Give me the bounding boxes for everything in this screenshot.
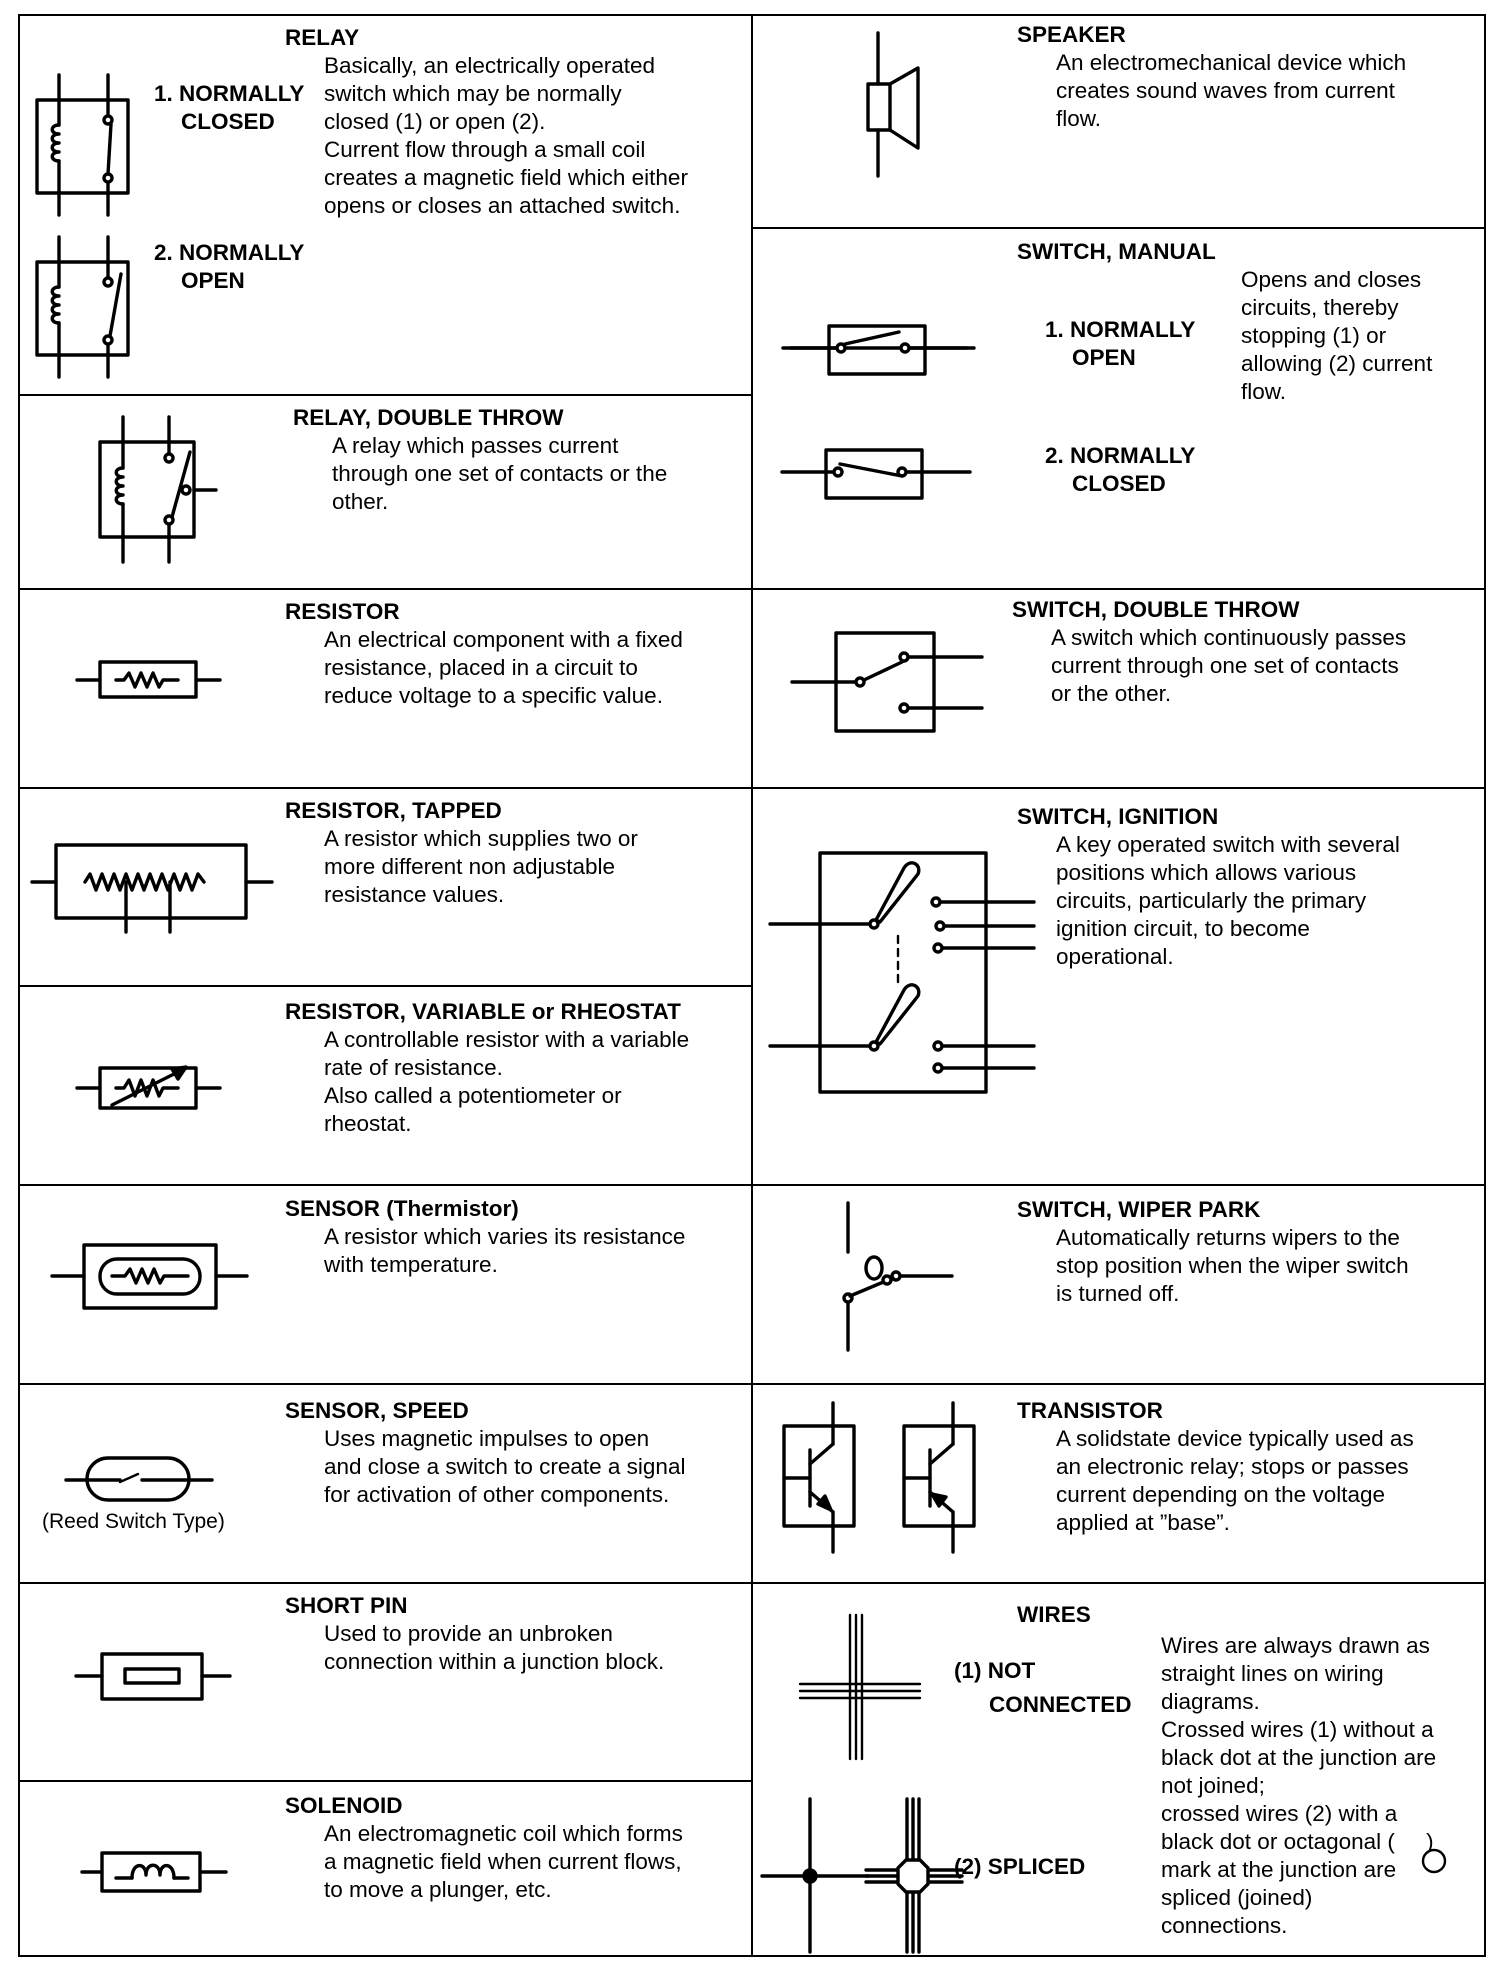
switch-ignition-desc-4: ignition circuit, to become — [1056, 916, 1310, 941]
transistor-title: TRANSISTOR — [1017, 1398, 1163, 1423]
switch-wiper-park-symbol — [830, 1200, 960, 1355]
switch-manual-normally-open-symbol — [781, 320, 976, 380]
relay-double-throw-symbol — [90, 412, 230, 567]
relay-double-throw-title: RELAY, DOUBLE THROW — [293, 405, 564, 430]
switch-manual-desc-2: circuits, thereby — [1241, 295, 1399, 320]
switch-manual-desc-1: Opens and closes — [1241, 267, 1422, 292]
sensor-speed-title: SENSOR, SPEED — [285, 1398, 469, 1423]
switch-manual-no-label-1: 1. NORMALLY — [1045, 317, 1196, 342]
wires-desc-11: connections. — [1161, 1913, 1288, 1938]
relay-normally-closed-symbol — [30, 70, 140, 220]
sensor-speed-desc-1: Uses magnetic impulses to open — [324, 1426, 650, 1451]
switch-ignition-desc-3: circuits, particularly the primary — [1056, 888, 1367, 913]
switch-manual-title: SWITCH, MANUAL — [1017, 239, 1216, 264]
wires-not-connected-label-2: CONNECTED — [989, 1692, 1132, 1717]
resistor-variable-title: RESISTOR, VARIABLE or RHEOSTAT — [285, 999, 681, 1024]
speaker-desc-1: An electromechanical device which — [1056, 50, 1407, 75]
switch-ignition-symbol — [768, 846, 1038, 1096]
wires-desc-10: spliced (joined) — [1161, 1885, 1313, 1910]
switch-manual-no-label-2: OPEN — [1072, 345, 1136, 370]
wires-desc-8: black dot or octagonal ( ) — [1161, 1829, 1434, 1854]
speaker-symbol — [858, 30, 928, 180]
wires-spliced-octagon-symbol — [864, 1796, 964, 1956]
resistor-variable-desc-2: rate of resistance. — [324, 1055, 503, 1080]
resistor-variable-desc-1: A controllable resistor with a variable — [324, 1027, 690, 1052]
short-pin-desc-1: Used to provide an unbroken — [324, 1621, 613, 1646]
switch-wiper-park-title: SWITCH, WIPER PARK — [1017, 1197, 1261, 1222]
wires-desc-7: crossed wires (2) with a — [1161, 1801, 1398, 1826]
relay-double-throw-desc-3: other. — [332, 489, 389, 514]
transistor-npn-symbol — [776, 1400, 866, 1555]
relay-desc-2: switch which may be normally — [324, 81, 622, 106]
relay-no-label-1: 2. NORMALLY — [154, 240, 305, 265]
relay-double-throw-desc-2: through one set of contacts or the — [332, 461, 668, 486]
relay-desc-4: Current flow through a small coil — [324, 137, 646, 162]
sensor-thermistor-desc-2: with temperature. — [324, 1252, 498, 1277]
short-pin-desc-2: connection within a junction block. — [324, 1649, 665, 1674]
solenoid-symbol — [80, 1847, 230, 1897]
switch-double-throw-symbol — [790, 630, 990, 735]
relay-normally-open-symbol — [30, 232, 140, 382]
switch-manual-desc-4: allowing (2) current — [1241, 351, 1433, 376]
resistor-tapped-desc-2: more different non adjustable — [324, 854, 616, 879]
relay-desc-3: closed (1) or open (2). — [324, 109, 546, 134]
wires-desc-1: Wires are always drawn as — [1161, 1633, 1430, 1658]
relay-nc-label-1: 1. NORMALLY — [154, 81, 305, 106]
resistor-tapped-title: RESISTOR, TAPPED — [285, 798, 502, 823]
short-pin-symbol — [74, 1648, 234, 1708]
switch-wiper-park-desc-1: Automatically returns wipers to the — [1056, 1225, 1400, 1250]
switch-manual-nc-label-1: 2. NORMALLY — [1045, 443, 1196, 468]
relay-title: RELAY — [285, 25, 360, 50]
solenoid-desc-1: An electromagnetic coil which forms — [324, 1821, 683, 1846]
sensor-thermistor-title: SENSOR (Thermistor) — [285, 1196, 519, 1221]
sensor-thermistor-desc-1: A resistor which varies its resistance — [324, 1224, 686, 1249]
solenoid-title: SOLENOID — [285, 1793, 403, 1818]
wires-not-connected-symbol — [798, 1612, 928, 1762]
wires-desc-4: Crossed wires (1) without a — [1161, 1717, 1434, 1742]
sensor-speed-symbol — [64, 1450, 214, 1510]
switch-wiper-park-desc-2: stop position when the wiper switch — [1056, 1253, 1409, 1278]
speaker-desc-2: creates sound waves from current — [1056, 78, 1395, 103]
resistor-desc-1: An electrical component with a fixed — [324, 627, 683, 652]
switch-ignition-desc-1: A key operated switch with several — [1056, 832, 1400, 857]
transistor-desc-1: A solidstate device typically used as — [1056, 1426, 1414, 1451]
resistor-tapped-symbol — [30, 836, 275, 936]
solenoid-desc-3: to move a plunger, etc. — [324, 1877, 552, 1902]
relay-desc-5: creates a magnetic field which either — [324, 165, 688, 190]
switch-manual-desc-3: stopping (1) or — [1241, 323, 1387, 348]
sensor-speed-desc-3: for activation of other components. — [324, 1482, 670, 1507]
wires-title: WIRES — [1017, 1602, 1091, 1627]
transistor-pnp-symbol — [896, 1400, 986, 1555]
resistor-symbol — [74, 655, 224, 705]
wires-desc-2: straight lines on wiring — [1161, 1661, 1384, 1686]
switch-ignition-title: SWITCH, IGNITION — [1017, 804, 1219, 829]
resistor-desc-3: reduce voltage to a specific value. — [324, 683, 663, 708]
relay-nc-label-2: CLOSED — [181, 109, 275, 134]
wires-desc-9: mark at the junction are — [1161, 1857, 1397, 1882]
relay-double-throw-desc-1: A relay which passes current — [332, 433, 619, 458]
switch-manual-nc-label-2: CLOSED — [1072, 471, 1166, 496]
speaker-desc-3: flow. — [1056, 106, 1102, 131]
switch-manual-normally-closed-symbol — [780, 444, 975, 504]
resistor-variable-desc-4: rheostat. — [324, 1111, 412, 1136]
short-pin-title: SHORT PIN — [285, 1593, 408, 1618]
resistor-desc-2: resistance, placed in a circuit to — [324, 655, 638, 680]
solenoid-desc-2: a magnetic field when current flows, — [324, 1849, 682, 1874]
switch-ignition-desc-5: operational. — [1056, 944, 1174, 969]
switch-wiper-park-desc-3: is turned off. — [1056, 1281, 1180, 1306]
relay-no-label-2: OPEN — [181, 268, 245, 293]
wires-desc-5: black dot at the junction are — [1161, 1745, 1437, 1770]
wires-spliced-label: (2) SPLICED — [954, 1854, 1086, 1879]
sensor-speed-caption: (Reed Switch Type) — [42, 1510, 225, 1533]
switch-double-throw-desc-2: current through one set of contacts — [1051, 653, 1399, 678]
wires-not-connected-label-1: (1) NOT — [954, 1658, 1036, 1683]
sensor-thermistor-symbol — [50, 1238, 250, 1318]
switch-double-throw-desc-1: A switch which continuously passes — [1051, 625, 1407, 650]
resistor-variable-desc-3: Also called a potentiometer or — [324, 1083, 622, 1108]
switch-double-throw-title: SWITCH, DOUBLE THROW — [1012, 597, 1300, 622]
switch-manual-desc-5: flow. — [1241, 379, 1287, 404]
speaker-title: SPEAKER — [1017, 22, 1126, 47]
switch-double-throw-desc-3: or the other. — [1051, 681, 1172, 706]
wires-desc-3: diagrams. — [1161, 1689, 1260, 1714]
relay-desc-6: opens or closes an attached switch. — [324, 193, 681, 218]
transistor-desc-2: an electronic relay; stops or passes — [1056, 1454, 1409, 1479]
sensor-speed-desc-2: and close a switch to create a signal — [324, 1454, 686, 1479]
transistor-desc-3: current depending on the voltage — [1056, 1482, 1385, 1507]
wires-desc-6: not joined; — [1161, 1773, 1265, 1798]
octagon-mark-icon — [1421, 1848, 1449, 1876]
switch-ignition-desc-2: positions which allows various — [1056, 860, 1357, 885]
wires-spliced-dot-symbol — [760, 1796, 870, 1956]
transistor-desc-4: applied at ”base”. — [1056, 1510, 1230, 1535]
resistor-title: RESISTOR — [285, 599, 400, 624]
relay-desc-1: Basically, an electrically operated — [324, 53, 655, 78]
resistor-variable-symbol — [74, 1055, 224, 1125]
resistor-tapped-desc-3: resistance values. — [324, 882, 505, 907]
resistor-tapped-desc-1: A resistor which supplies two or — [324, 826, 638, 851]
